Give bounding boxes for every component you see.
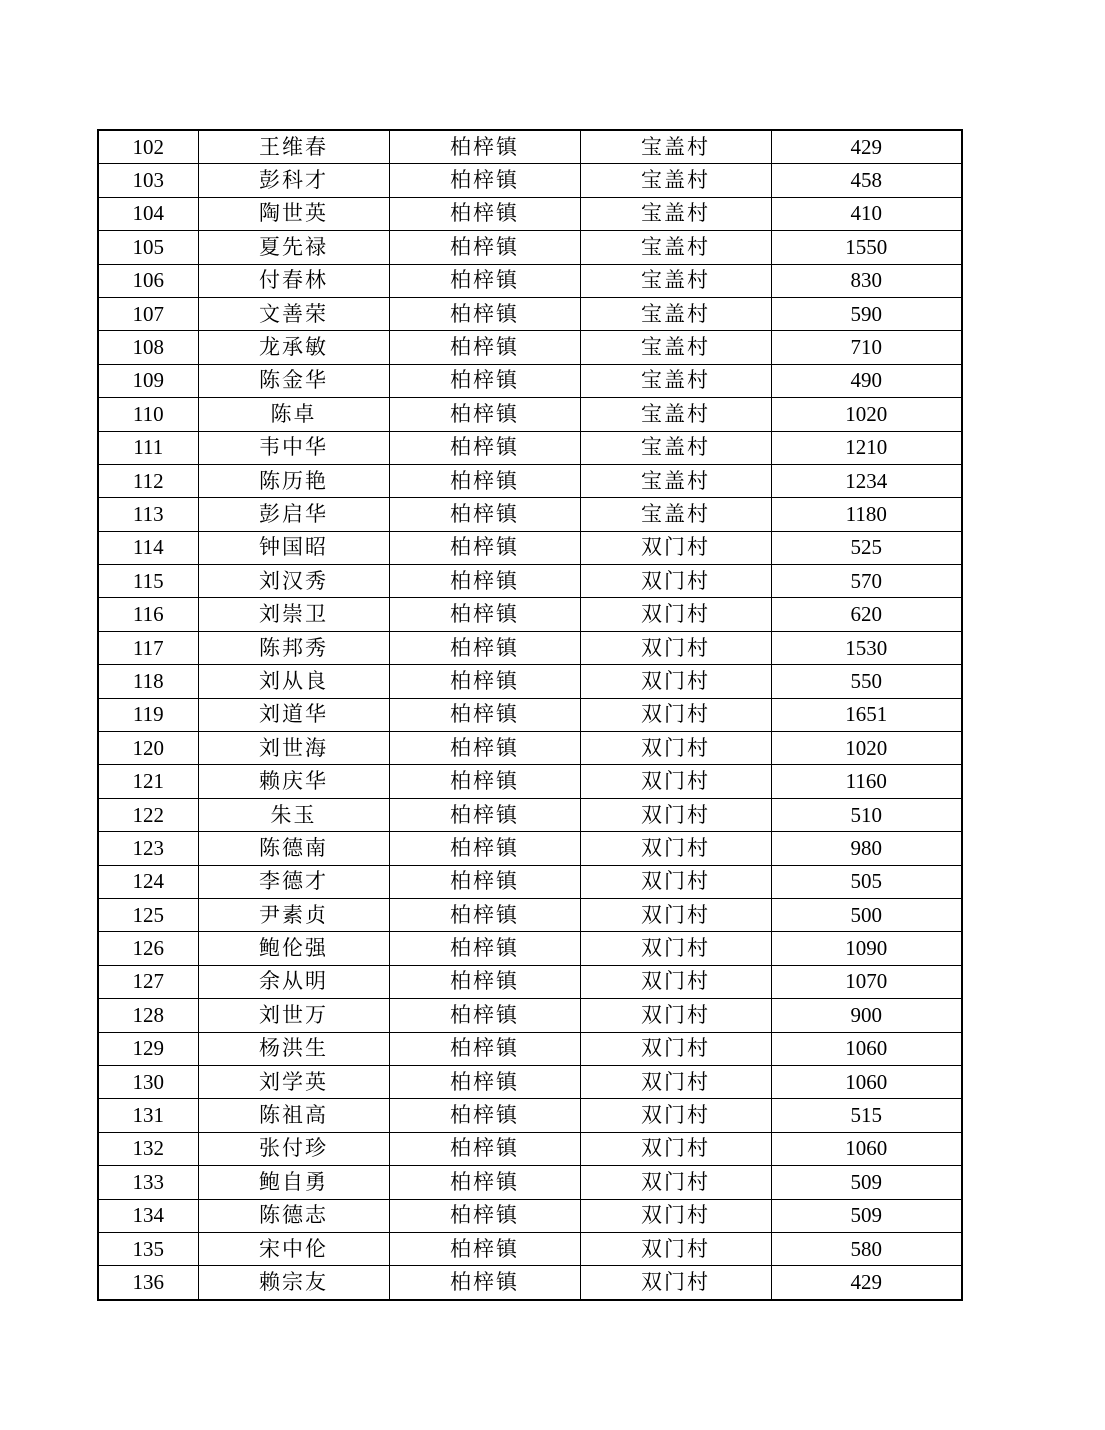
town-cell: 柏梓镇 (389, 1199, 580, 1232)
person-name-cell: 张付珍 (198, 1132, 389, 1165)
table-row (98, 1065, 962, 1098)
row-number-cell: 104 (98, 197, 198, 230)
village-cell: 双门村 (580, 565, 771, 598)
village-cell: 双门村 (580, 832, 771, 865)
village-cell: 双门村 (580, 531, 771, 564)
town-cell: 柏梓镇 (389, 264, 580, 297)
town-cell: 柏梓镇 (389, 331, 580, 364)
amount-cell: 710 (771, 331, 962, 364)
town-cell: 柏梓镇 (389, 398, 580, 431)
person-name-cell: 赖庆华 (198, 765, 389, 798)
table-row (98, 1232, 962, 1265)
row-number-cell: 124 (98, 865, 198, 898)
row-number-cell: 105 (98, 231, 198, 264)
table-row (98, 1166, 962, 1199)
table-row (98, 1199, 962, 1232)
amount-cell: 510 (771, 798, 962, 831)
person-name-cell: 王维春 (198, 130, 389, 164)
amount-cell: 429 (771, 1266, 962, 1300)
table-row (98, 498, 962, 531)
row-number-cell: 136 (98, 1266, 198, 1300)
village-cell: 双门村 (580, 865, 771, 898)
amount-cell: 1651 (771, 698, 962, 731)
row-number-cell: 118 (98, 665, 198, 698)
person-name-cell: 刘世万 (198, 999, 389, 1032)
town-cell: 柏梓镇 (389, 832, 580, 865)
row-number-cell: 135 (98, 1232, 198, 1265)
village-cell: 宝盖村 (580, 398, 771, 431)
amount-cell: 590 (771, 297, 962, 330)
amount-cell: 1210 (771, 431, 962, 464)
row-number-cell: 116 (98, 598, 198, 631)
person-name-cell: 陈历艳 (198, 464, 389, 497)
village-cell: 宝盖村 (580, 364, 771, 397)
town-cell: 柏梓镇 (389, 1132, 580, 1165)
table-row (98, 932, 962, 965)
person-name-cell: 彭启华 (198, 498, 389, 531)
table-row (98, 531, 962, 564)
village-cell: 宝盖村 (580, 297, 771, 330)
table-row (98, 464, 962, 497)
row-number-cell: 106 (98, 264, 198, 297)
village-cell: 双门村 (580, 965, 771, 998)
row-number-cell: 120 (98, 732, 198, 765)
amount-cell: 1060 (771, 1032, 962, 1065)
row-number-cell: 108 (98, 331, 198, 364)
person-name-cell: 钟国昭 (198, 531, 389, 564)
amount-cell: 429 (771, 130, 962, 164)
person-name-cell: 刘汉秀 (198, 565, 389, 598)
table-row (98, 264, 962, 297)
row-number-cell: 134 (98, 1199, 198, 1232)
person-name-cell: 陶世英 (198, 197, 389, 230)
table-row (98, 898, 962, 931)
table-row (98, 565, 962, 598)
town-cell: 柏梓镇 (389, 698, 580, 731)
roster-table-body (98, 130, 962, 1300)
table-row (98, 398, 962, 431)
person-name-cell: 朱玉 (198, 798, 389, 831)
village-cell: 双门村 (580, 598, 771, 631)
table-row (98, 364, 962, 397)
town-cell: 柏梓镇 (389, 1099, 580, 1132)
town-cell: 柏梓镇 (389, 665, 580, 698)
amount-cell: 1180 (771, 498, 962, 531)
town-cell: 柏梓镇 (389, 297, 580, 330)
table-row (98, 732, 962, 765)
town-cell: 柏梓镇 (389, 130, 580, 164)
village-cell: 双门村 (580, 798, 771, 831)
row-number-cell: 129 (98, 1032, 198, 1065)
village-cell: 宝盖村 (580, 464, 771, 497)
person-name-cell: 李德才 (198, 865, 389, 898)
village-cell: 宝盖村 (580, 431, 771, 464)
village-cell: 宝盖村 (580, 130, 771, 164)
amount-cell: 1070 (771, 965, 962, 998)
town-cell: 柏梓镇 (389, 798, 580, 831)
row-number-cell: 123 (98, 832, 198, 865)
person-name-cell: 陈德南 (198, 832, 389, 865)
person-name-cell: 龙承敏 (198, 331, 389, 364)
amount-cell: 580 (771, 1232, 962, 1265)
town-cell: 柏梓镇 (389, 431, 580, 464)
town-cell: 柏梓镇 (389, 965, 580, 998)
table-row (98, 631, 962, 664)
town-cell: 柏梓镇 (389, 1065, 580, 1098)
town-cell: 柏梓镇 (389, 164, 580, 197)
amount-cell: 1234 (771, 464, 962, 497)
town-cell: 柏梓镇 (389, 231, 580, 264)
amount-cell: 1090 (771, 932, 962, 965)
table-row (98, 431, 962, 464)
person-name-cell: 杨洪生 (198, 1032, 389, 1065)
row-number-cell: 127 (98, 965, 198, 998)
amount-cell: 490 (771, 364, 962, 397)
village-cell: 双门村 (580, 1266, 771, 1300)
village-cell: 双门村 (580, 1065, 771, 1098)
town-cell: 柏梓镇 (389, 765, 580, 798)
table-row (98, 765, 962, 798)
town-cell: 柏梓镇 (389, 598, 580, 631)
amount-cell: 509 (771, 1199, 962, 1232)
town-cell: 柏梓镇 (389, 1166, 580, 1199)
village-cell: 宝盖村 (580, 231, 771, 264)
row-number-cell: 115 (98, 565, 198, 598)
row-number-cell: 103 (98, 164, 198, 197)
person-name-cell: 鲍自勇 (198, 1166, 389, 1199)
town-cell: 柏梓镇 (389, 932, 580, 965)
village-cell: 双门村 (580, 698, 771, 731)
town-cell: 柏梓镇 (389, 865, 580, 898)
person-name-cell: 余从明 (198, 965, 389, 998)
row-number-cell: 121 (98, 765, 198, 798)
person-name-cell: 夏先禄 (198, 231, 389, 264)
village-cell: 双门村 (580, 999, 771, 1032)
amount-cell: 570 (771, 565, 962, 598)
town-cell: 柏梓镇 (389, 197, 580, 230)
person-name-cell: 文善荣 (198, 297, 389, 330)
roster-table (97, 129, 963, 1301)
town-cell: 柏梓镇 (389, 364, 580, 397)
person-name-cell: 陈祖高 (198, 1099, 389, 1132)
village-cell: 双门村 (580, 898, 771, 931)
amount-cell: 550 (771, 665, 962, 698)
town-cell: 柏梓镇 (389, 498, 580, 531)
amount-cell: 500 (771, 898, 962, 931)
village-cell: 双门村 (580, 1032, 771, 1065)
table-row (98, 665, 962, 698)
amount-cell: 1020 (771, 732, 962, 765)
amount-cell: 980 (771, 832, 962, 865)
amount-cell: 1060 (771, 1132, 962, 1165)
row-number-cell: 111 (98, 431, 198, 464)
row-number-cell: 117 (98, 631, 198, 664)
town-cell: 柏梓镇 (389, 1032, 580, 1065)
row-number-cell: 125 (98, 898, 198, 931)
village-cell: 双门村 (580, 932, 771, 965)
village-cell: 宝盖村 (580, 331, 771, 364)
row-number-cell: 107 (98, 297, 198, 330)
table-row (98, 1032, 962, 1065)
amount-cell: 1020 (771, 398, 962, 431)
table-row (98, 698, 962, 731)
table-row (98, 1132, 962, 1165)
row-number-cell: 119 (98, 698, 198, 731)
table-row (98, 832, 962, 865)
table-row (98, 130, 962, 164)
table-row (98, 164, 962, 197)
person-name-cell: 刘从良 (198, 665, 389, 698)
person-name-cell: 陈金华 (198, 364, 389, 397)
amount-cell: 1550 (771, 231, 962, 264)
village-cell: 宝盖村 (580, 197, 771, 230)
town-cell: 柏梓镇 (389, 531, 580, 564)
person-name-cell: 鲍伦强 (198, 932, 389, 965)
row-number-cell: 131 (98, 1099, 198, 1132)
table-row (98, 1099, 962, 1132)
person-name-cell: 付春林 (198, 264, 389, 297)
person-name-cell: 尹素贞 (198, 898, 389, 931)
row-number-cell: 102 (98, 130, 198, 164)
village-cell: 双门村 (580, 1166, 771, 1199)
table-row (98, 798, 962, 831)
town-cell: 柏梓镇 (389, 565, 580, 598)
amount-cell: 458 (771, 164, 962, 197)
row-number-cell: 112 (98, 464, 198, 497)
person-name-cell: 刘世海 (198, 732, 389, 765)
row-number-cell: 133 (98, 1166, 198, 1199)
village-cell: 宝盖村 (580, 264, 771, 297)
amount-cell: 830 (771, 264, 962, 297)
row-number-cell: 114 (98, 531, 198, 564)
table-row (98, 865, 962, 898)
person-name-cell: 刘道华 (198, 698, 389, 731)
village-cell: 双门村 (580, 1132, 771, 1165)
row-number-cell: 126 (98, 932, 198, 965)
table-row (98, 297, 962, 330)
row-number-cell: 128 (98, 999, 198, 1032)
village-cell: 宝盖村 (580, 164, 771, 197)
amount-cell: 515 (771, 1099, 962, 1132)
town-cell: 柏梓镇 (389, 464, 580, 497)
table-row (98, 598, 962, 631)
row-number-cell: 132 (98, 1132, 198, 1165)
row-number-cell: 130 (98, 1065, 198, 1098)
table-row (98, 197, 962, 230)
town-cell: 柏梓镇 (389, 1232, 580, 1265)
person-name-cell: 陈德志 (198, 1199, 389, 1232)
village-cell: 宝盖村 (580, 498, 771, 531)
row-number-cell: 113 (98, 498, 198, 531)
table-row (98, 965, 962, 998)
amount-cell: 505 (771, 865, 962, 898)
village-cell: 双门村 (580, 732, 771, 765)
amount-cell: 1160 (771, 765, 962, 798)
person-name-cell: 刘崇卫 (198, 598, 389, 631)
amount-cell: 1060 (771, 1065, 962, 1098)
town-cell: 柏梓镇 (389, 1266, 580, 1300)
amount-cell: 1530 (771, 631, 962, 664)
person-name-cell: 陈邦秀 (198, 631, 389, 664)
village-cell: 双门村 (580, 1199, 771, 1232)
row-number-cell: 109 (98, 364, 198, 397)
table-row (98, 231, 962, 264)
amount-cell: 620 (771, 598, 962, 631)
person-name-cell: 宋中伦 (198, 1232, 389, 1265)
amount-cell: 900 (771, 999, 962, 1032)
table-row (98, 999, 962, 1032)
row-number-cell: 110 (98, 398, 198, 431)
amount-cell: 509 (771, 1166, 962, 1199)
person-name-cell: 刘学英 (198, 1065, 389, 1098)
town-cell: 柏梓镇 (389, 631, 580, 664)
town-cell: 柏梓镇 (389, 999, 580, 1032)
town-cell: 柏梓镇 (389, 732, 580, 765)
village-cell: 双门村 (580, 765, 771, 798)
person-name-cell: 赖宗友 (198, 1266, 389, 1300)
person-name-cell: 彭科才 (198, 164, 389, 197)
amount-cell: 525 (771, 531, 962, 564)
table-row (98, 1266, 962, 1300)
row-number-cell: 122 (98, 798, 198, 831)
village-cell: 双门村 (580, 1232, 771, 1265)
person-name-cell: 陈卓 (198, 398, 389, 431)
village-cell: 双门村 (580, 1099, 771, 1132)
table-row (98, 331, 962, 364)
village-cell: 双门村 (580, 665, 771, 698)
town-cell: 柏梓镇 (389, 898, 580, 931)
amount-cell: 410 (771, 197, 962, 230)
village-cell: 双门村 (580, 631, 771, 664)
person-name-cell: 韦中华 (198, 431, 389, 464)
